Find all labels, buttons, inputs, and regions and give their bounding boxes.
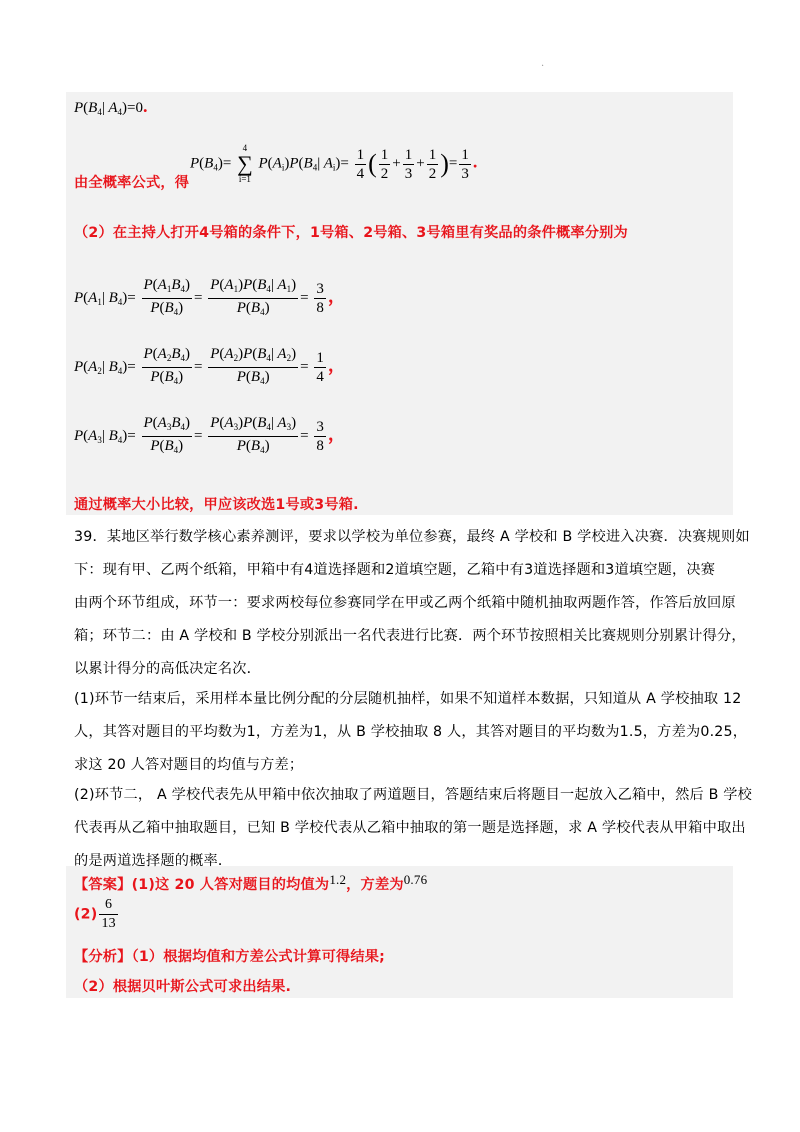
part2-heading: （2）在主持人打开4号箱的条件下，1号箱、2号箱、3号箱里有奖品的条件概率分别为 — [74, 225, 628, 241]
problem-line: 求这 20 人答对题目的均值与方差； — [74, 757, 304, 773]
problem-line: 箱；环节二：由 A 学校和 B 学校分别派出一名代表进行比赛．两个环节按照相关比赛规则分别累计得分， — [74, 628, 746, 644]
cond-prob-a2: $P(A_2|$ $B_4)=$ $\frac{P(A_2B_4)}{P(B_4)}$ = $\frac{P(A_2)P(B_4| A_2)}{P(B_4)}$ = $\frac{1}{4}$ ， — [74, 346, 346, 386]
header-dot: . — [541, 58, 545, 69]
analysis-text-1: （1）根据均值和方差公式计算可得结果; — [131, 949, 385, 965]
problem-line: 由两个环节组成，环节一：要求两校每位参赛同学在甲或乙两个纸箱中随机抽取两题作答，作答后放回原 — [74, 595, 736, 611]
answer-label: 【答案】 — [74, 877, 132, 893]
analysis-line-1 — [74, 946, 385, 966]
problem-line: (2)环节二， A 学校代表先从甲箱中依次抽取了两道题目，答题结束后将题目一起放入乙箱中，然后 B 学校 — [74, 787, 753, 803]
cond-prob-a1: $P(A_1|$ $B_4)=$ $\frac{P(A_1B_4)}{P(B_4)}$ = $\frac{P(A_1)P(B_4| A_1)}{P(B_4)}$ = $\frac{3}{8}$ ， — [74, 277, 346, 317]
problem-line: 以累计得分的高低决定名次． — [74, 661, 262, 677]
answer-part2-label: (2) — [74, 906, 98, 923]
problem-line: 39．某地区举行数学核心素养测评，要求以学校为单位参赛，最终 A 学校和 B 学校进入决赛．决赛规则如 — [74, 529, 750, 545]
answer-text-2: ，方差为 — [346, 877, 404, 893]
problem-line: 人，其答对题目的平均数为1，方差为1，从 B 学校抽取 8 人，其答对题目的平均数为1.5，方差为0.25， — [74, 724, 748, 740]
answer-variance: 0.76 — [403, 872, 428, 887]
answer-text-1: (1)这 20 人答对题目的均值为 — [131, 877, 330, 893]
total-probability-formula: $P(B_4)=$ 4 ∑ i=1 $P(A_i)P(B_4|$ $A_i)=$ $\frac{1}{4}$ ( $\frac{1}{2}$ + $\frac{1}{3}$ + $\frac{1}{2}$ )= $\frac{1}{3}$ . — [190, 143, 478, 184]
analysis-label: 【分析】 — [74, 949, 132, 965]
problem-line: 下：现有甲、乙两个纸箱，甲箱中有4道选择题和2道填空题，乙箱中有3道选择题和3道填空题，决赛 — [74, 562, 716, 578]
answer-part2-fraction: $\frac{6}{13}$ — [101, 897, 116, 931]
problem-line: 代表再从乙箱中抽取题目，已知 B 学校代表从乙箱中抽取的第一题是选择题，求 A 学校代表从甲箱中取出 — [74, 820, 746, 836]
cond-prob-a3: $P(A_3|$ $B_4)=$ $\frac{P(A_3B_4)}{P(B_4)}$ = $\frac{P(A_3)P(B_4| A_3)}{P(B_4)}$ = $\frac{3}{8}$ ， — [74, 415, 346, 455]
answer-line — [74, 872, 427, 894]
total-probability-label: 由全概率公式，得 — [74, 175, 190, 191]
answer-mean: 1.2 — [329, 872, 347, 887]
p-b4-given-a4: $P(B_4|$ $A_4)=0$. — [74, 96, 148, 117]
problem-line: (1)环节一结束后，采用样本量比例分配的分层随机抽样，如果不知道样本数据，只知道从 A 学校抽取 12 — [74, 691, 742, 707]
analysis-line-2: （2）根据贝叶斯公式可求出结果. — [74, 979, 292, 995]
problem-line: 的是两道选择题的概率． — [74, 853, 233, 869]
conclusion-text: 通过概率大小比较，甲应该改选1号或3号箱. — [74, 497, 359, 513]
answer-part2 — [74, 896, 120, 933]
